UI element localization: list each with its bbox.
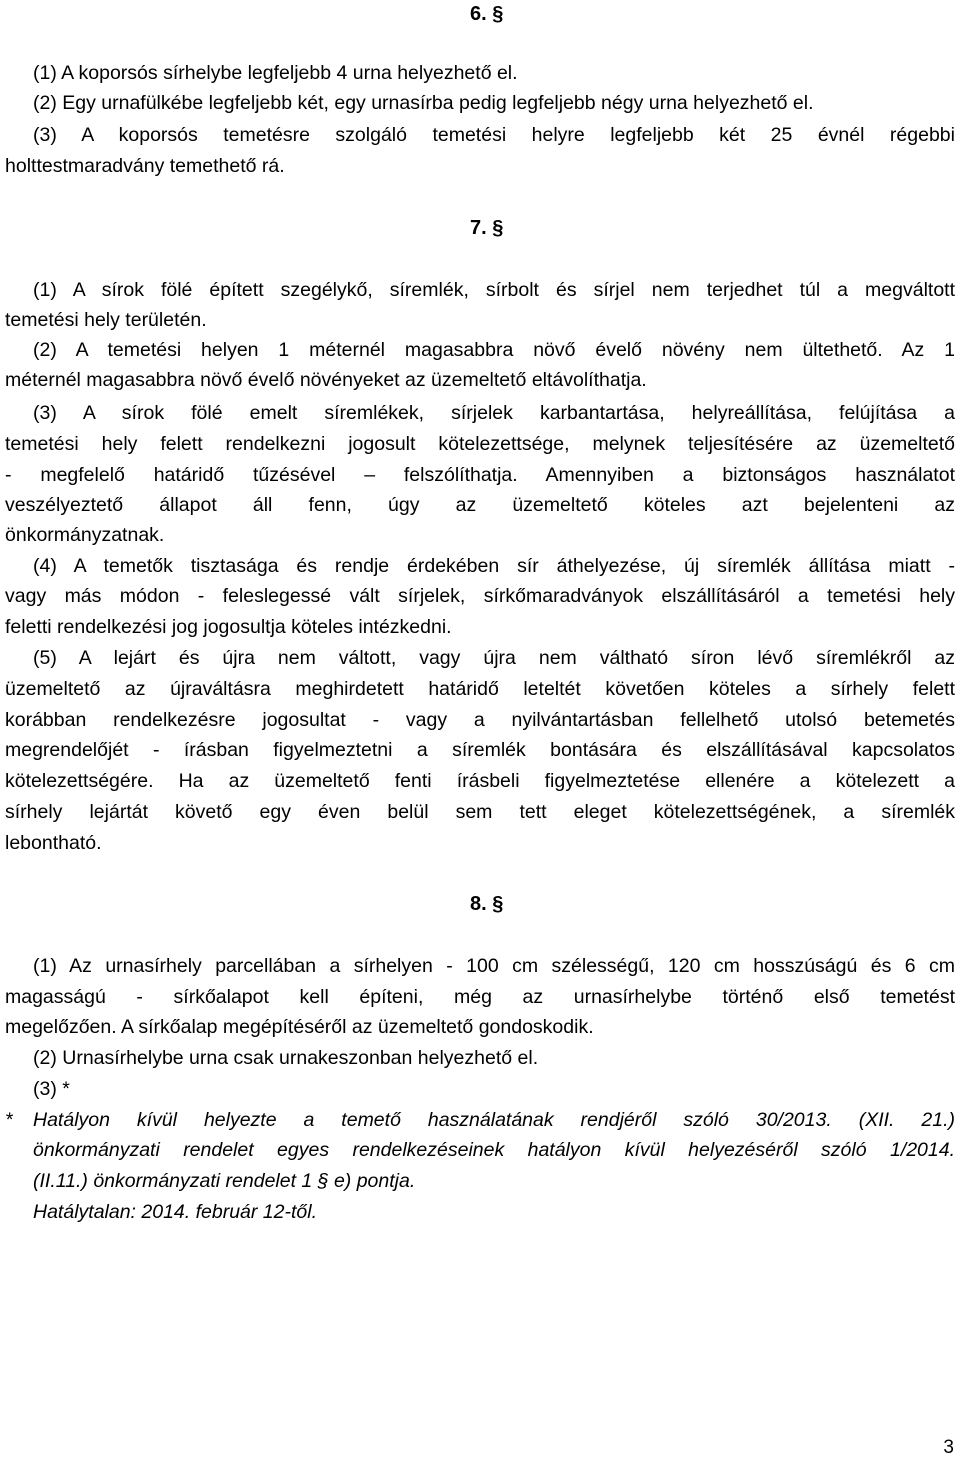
section-7-line-7: - megfelelő határidő tűzésével – felszólíthatja. Amennyiben a biztonságos használatot xyxy=(5,464,955,486)
section-8-line-5: (3) * xyxy=(33,1078,70,1100)
section-7-line-18: sírhely lejártát követő egy éven belül sem tett eleget kötelezettségének, a síremlék xyxy=(5,801,955,823)
section-7-line-9: önkormányzatnak. xyxy=(5,524,165,546)
section-6-line-2: (2) Egy urnafülkébe legfeljebb két, egy urnasírba pedig legfeljebb négy urna helyezhető el. xyxy=(33,92,814,114)
section-7-line-19: lebontható. xyxy=(5,832,102,854)
section-7-line-10: (4) A temetők tisztasága és rendje érdekében sír áthelyezése, új síremlék állítása miatt - xyxy=(33,555,955,577)
section-6-heading: 6. § xyxy=(470,3,504,25)
section-7-heading: 7. § xyxy=(470,217,504,239)
footnote-marker: * xyxy=(5,1109,13,1131)
section-7-line-12: feletti rendelkezési jog jogosultja köteles intézkedni. xyxy=(5,616,452,638)
section-7-line-11: vagy más módon - feleslegessé vált sírjelek, sírkőmaradványok elszállításáról a temetési hely xyxy=(5,585,955,607)
section-8-heading: 8. § xyxy=(470,893,504,915)
section-7-line-17: kötelezettségére. Ha az üzemeltető fenti írásbeli figyelmeztetése ellenére a kötelezett a xyxy=(5,770,955,792)
section-6-line-4: holttestmaradvány temethető rá. xyxy=(5,155,285,177)
section-8-line-4: (2) Urnasírhelybe urna csak urnakeszonban helyezhető el. xyxy=(33,1047,539,1069)
footnote-line-4: Hatálytalan: 2014. február 12-től. xyxy=(33,1201,318,1223)
section-7-line-3: (2) A temetési helyen 1 méternél magasabbra növő évelő növény nem ültethető. Az 1 xyxy=(33,339,955,361)
footnote-line-1: Hatályon kívül helyezte a temető használatának rendjéről szóló 30/2013. (XII. 21.) xyxy=(33,1109,955,1131)
section-7-line-15: korábban rendelkezésre jogosultat - vagy a nyilvántartásban fellelhető utolsó betemetés xyxy=(5,709,955,731)
section-8-line-3: megelőzően. A sírkőalap megépítéséről az üzemeltető gondoskodik. xyxy=(5,1016,594,1038)
footnote-line-3: (II.11.) önkormányzati rendelet 1 § e) pontja. xyxy=(33,1170,416,1192)
section-7-line-13: (5) A lejárt és újra nem váltott, vagy újra nem váltható síron lévő síremlékről az xyxy=(33,647,955,669)
section-7-line-14: üzemeltető az újraváltásra meghirdetett határidő leteltét követően köteles a sírhely felett xyxy=(5,678,955,700)
section-7-line-5: (3) A sírok fölé emelt síremlékek, sírjelek karbantartása, helyreállítása, felújítása a xyxy=(33,402,955,424)
section-8-line-2: magasságú - sírkőalapot kell építeni, még az urnasírhelybe történő első temetést xyxy=(5,986,955,1008)
section-6-line-3: (3) A koporsós temetésre szolgáló temetési helyre legfeljebb két 25 évnél régebbi xyxy=(33,124,955,146)
section-7-line-8: veszélyeztető állapot áll fenn, úgy az üzemeltető köteles azt bejelenteni az xyxy=(5,494,955,516)
section-7-line-4: méternél magasabbra növő évelő növényeket az üzemeltető eltávolíthatja. xyxy=(5,369,647,391)
section-7-line-1: (1) A sírok fölé épített szegélykő, síremlék, sírbolt és sírjel nem terjedhet túl a megváltott xyxy=(33,279,955,301)
section-7-line-16: megrendelőjét - írásban figyelmeztetni a síremlék bontására és elszállításával kapcsolatos xyxy=(5,739,955,761)
section-6-line-1: (1) A koporsós sírhelybe legfeljebb 4 urna helyezhető el. xyxy=(33,62,518,84)
page-number: 3 xyxy=(943,1437,954,1458)
footnote-line-2: önkormányzati rendelet egyes rendelkezéseinek hatályon kívül helyezéséről szóló 1/2014. xyxy=(33,1139,955,1161)
section-7-line-2: temetési hely területén. xyxy=(5,309,207,331)
section-8-line-1: (1) Az urnasírhely parcellában a sírhelyen - 100 cm szélességű, 120 cm hosszúságú és 6 cm xyxy=(33,955,955,977)
section-7-line-6: temetési hely felett rendelkezni jogosult kötelezettsége, melynek teljesítésére az üzemeltető xyxy=(5,433,955,455)
